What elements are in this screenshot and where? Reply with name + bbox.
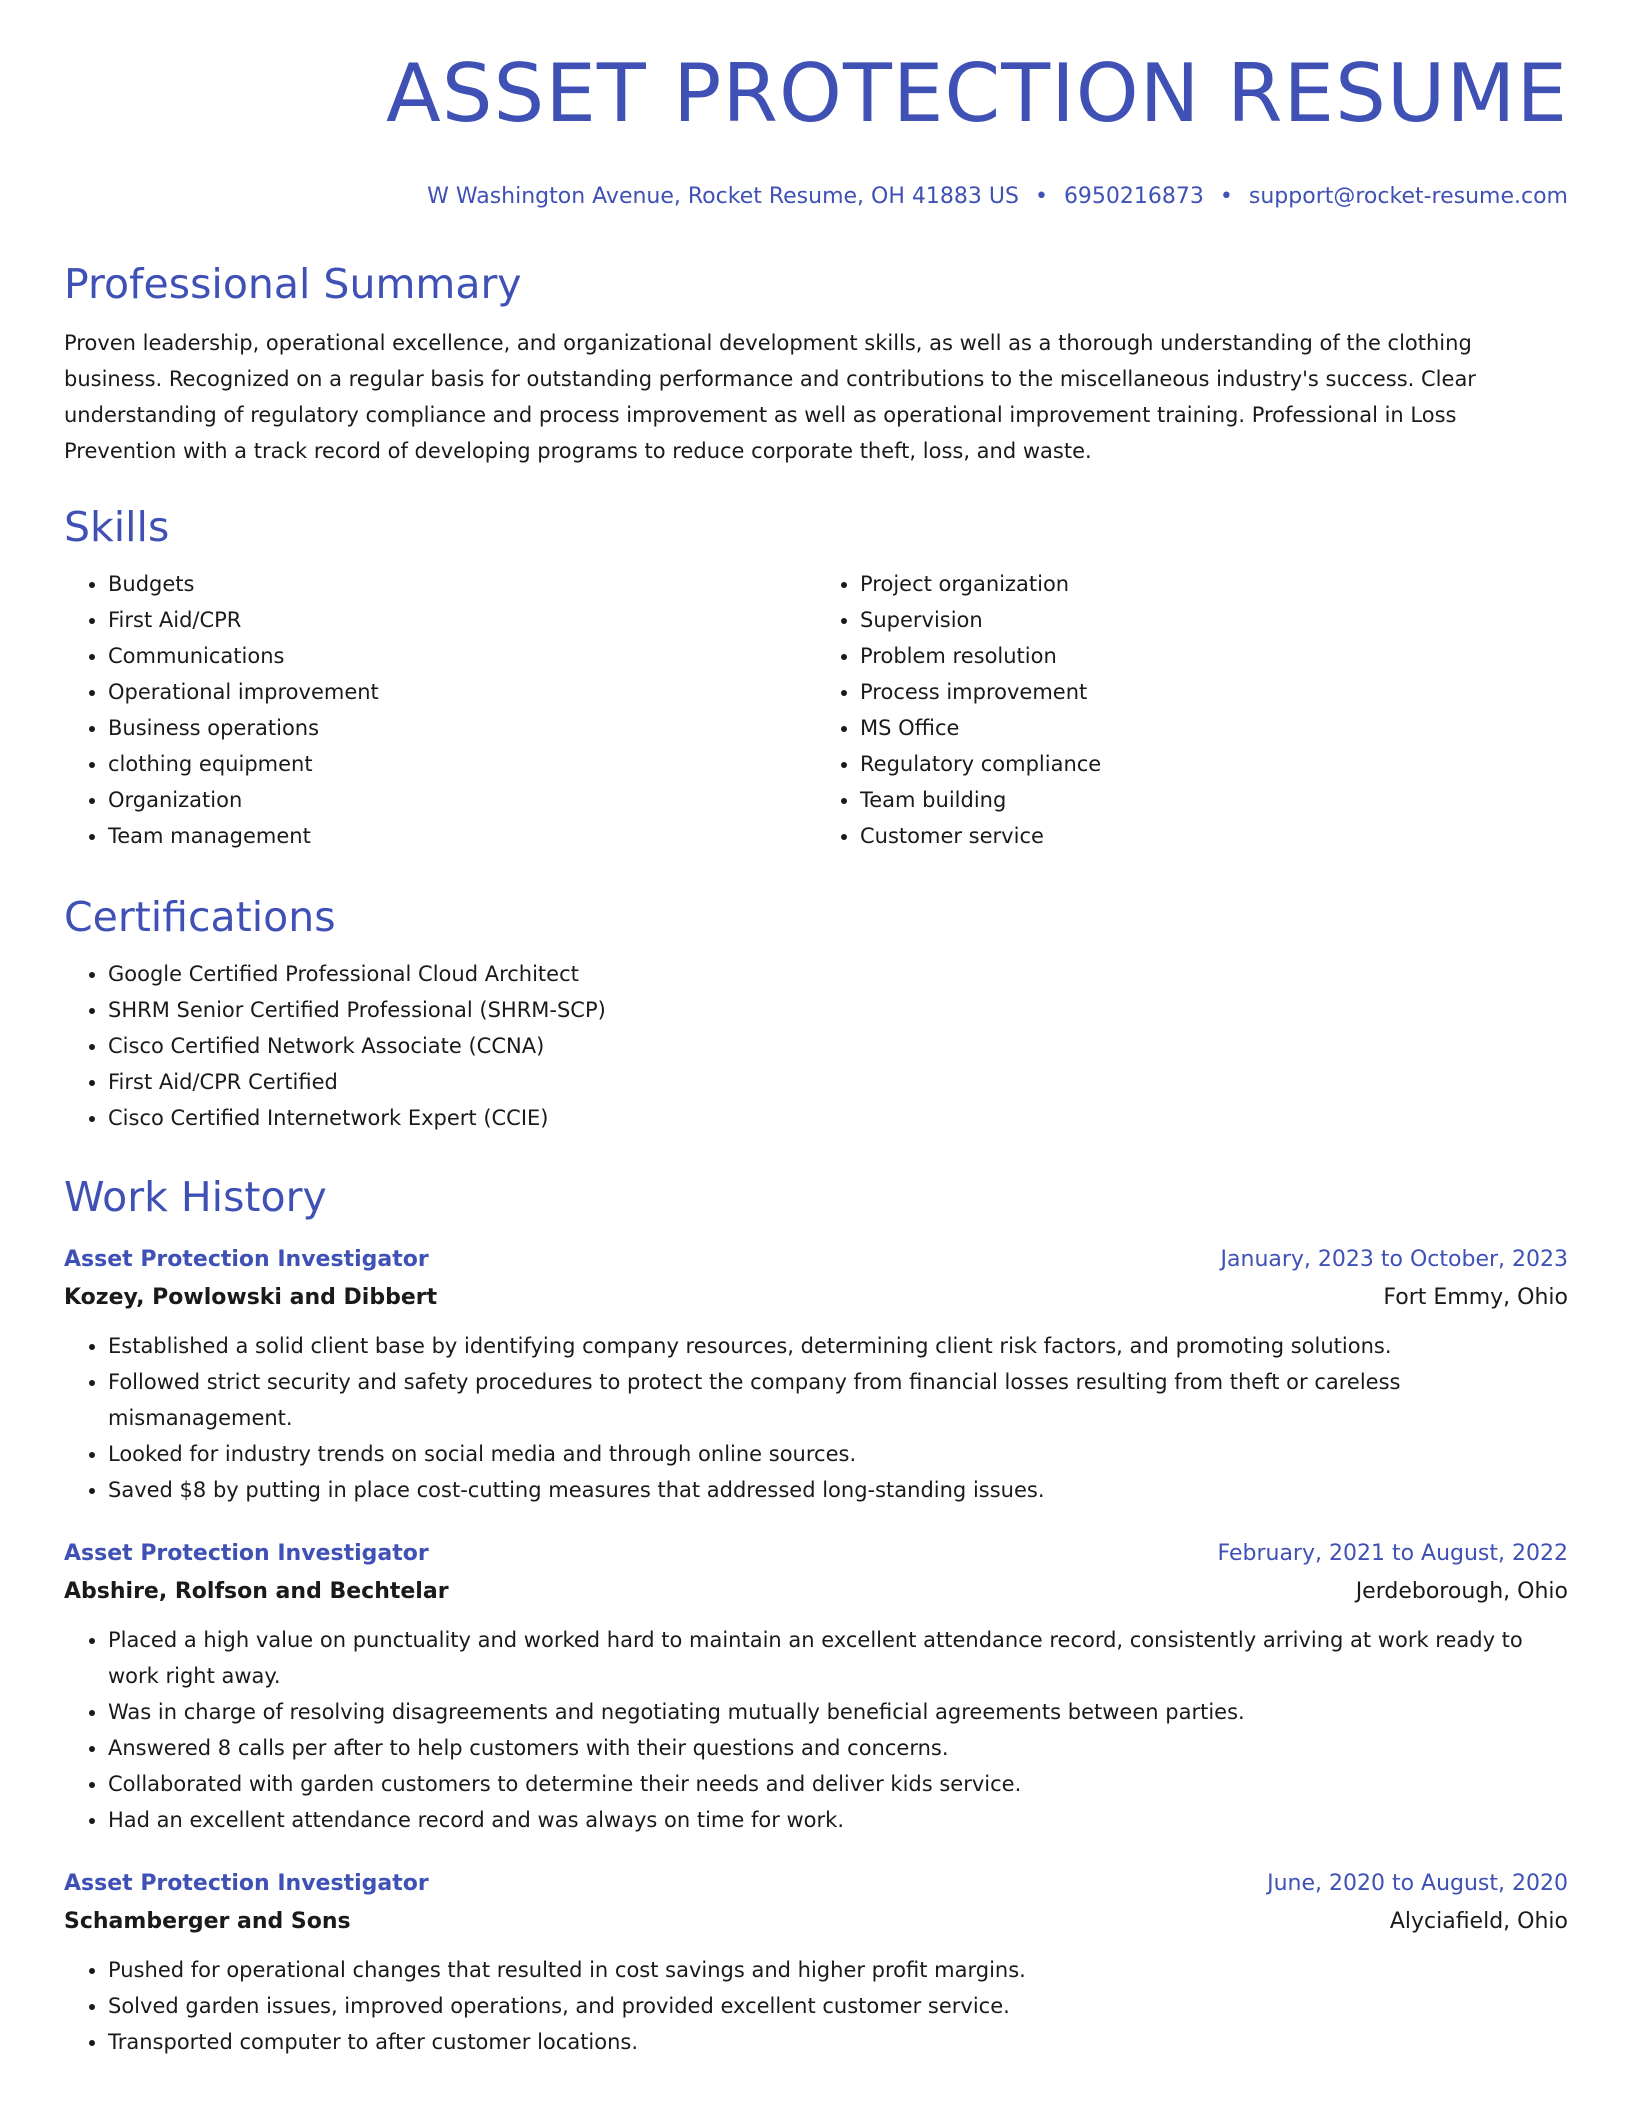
professional-summary-section	[64, 262, 1568, 469]
skill-item: • Project organization	[860, 566, 1568, 602]
section-heading: Certifications	[64, 893, 336, 941]
job-bullet: • Looked for industry trends on social media and through online sources.	[108, 1436, 1568, 1472]
job-bullet: • Established a solid client base by identifying company resources, determining client risk factors, and promoting solutions.	[108, 1328, 1568, 1364]
job-location: Jerdeborough, Ohio	[1355, 1579, 1568, 1605]
certifications-list	[64, 956, 1568, 1136]
certification-item: • SHRM Senior Certified Professional (SHRM-SCP)	[108, 992, 1568, 1028]
job-dates: June, 2020 to August, 2020	[1267, 1871, 1568, 1897]
contact-address: W Washington Avenue, Rocket Resume, OH 41883 US	[427, 184, 1019, 209]
section-heading: Work History	[64, 1173, 327, 1221]
certification-item: • Google Certified Professional Cloud Architect	[108, 956, 1568, 992]
skill-item: • MS Office	[860, 710, 1568, 746]
job-company-row	[64, 1572, 1568, 1612]
certifications-section	[64, 895, 1568, 1136]
certification-item: • First Aid/CPR Certified	[108, 1064, 1568, 1100]
skill-item: • Process improvement	[860, 674, 1568, 710]
job-bullet: • Transported computer to after customer locations.	[108, 2024, 1568, 2060]
job-bullet: • Solved garden issues, improved operations, and provided excellent customer service.	[108, 1988, 1568, 2024]
job-bullet: • Answered 8 calls per after to help customers with their questions and concerns.	[108, 1730, 1568, 1766]
job-company: Abshire, Rolfson and Bechtelar	[64, 1579, 449, 1605]
certification-item: • Cisco Certified Internetwork Expert (CCIE)	[108, 1100, 1568, 1136]
skill-item: • Customer service	[860, 818, 1568, 854]
job-bullets	[64, 1328, 1568, 1508]
contact-phone: 6950216873	[1063, 184, 1204, 209]
skills-list-left	[64, 566, 816, 854]
job-company: Schamberger and Sons	[64, 1909, 351, 1935]
skills-section	[64, 505, 1568, 854]
section-heading: Skills	[64, 503, 170, 551]
job-entry	[64, 1242, 1568, 1508]
job-bullet: • Pushed for operational changes that resulted in cost savings and higher profit margins.	[108, 1952, 1568, 1988]
contact-email[interactable]: support@rocket-resume.com	[1248, 184, 1568, 209]
work-history-section	[64, 1175, 1568, 2060]
skill-item: • Supervision	[860, 602, 1568, 638]
skill-item: • Business operations	[108, 710, 816, 746]
job-dates: January, 2023 to October, 2023	[1220, 1247, 1568, 1273]
skills-grid	[64, 566, 1568, 854]
job-company-row	[64, 1902, 1568, 1942]
skill-item: • Communications	[108, 638, 816, 674]
job-entry	[64, 1536, 1568, 1838]
job-bullet: • Saved $8 by putting in place cost-cutting measures that addressed long-standing issues.	[108, 1472, 1568, 1508]
skill-item: • First Aid/CPR	[108, 602, 816, 638]
job-company-row	[64, 1278, 1568, 1318]
job-bullet: • Followed strict security and safety procedures to protect the company from financial losses resulting from theft or careless mismanagement.	[108, 1364, 1568, 1436]
job-entry	[64, 1866, 1568, 2060]
job-bullet: • Collaborated with garden customers to determine their needs and deliver kids service.	[108, 1766, 1568, 1802]
job-bullets	[64, 1952, 1568, 2060]
job-location: Alyciafield, Ohio	[1389, 1909, 1568, 1935]
job-location: Fort Emmy, Ohio	[1383, 1285, 1568, 1311]
section-heading: Professional Summary	[64, 260, 522, 308]
skill-item: • Team building	[860, 782, 1568, 818]
job-bullet: • Was in charge of resolving disagreements and negotiating mutually beneficial agreements between parties.	[108, 1694, 1568, 1730]
job-company: Kozey, Powlowski and Dibbert	[64, 1285, 438, 1311]
job-bullet: • Placed a high value on punctuality and worked hard to maintain an excellent attendance record, consistently arriving at work ready to work right away.	[108, 1622, 1568, 1694]
certification-item: • Cisco Certified Network Associate (CCNA)	[108, 1028, 1568, 1064]
job-bullets	[64, 1622, 1568, 1838]
contact-separator: •	[1034, 184, 1048, 209]
job-header-row	[64, 1536, 1568, 1572]
job-title: Asset Protection Investigator	[64, 1247, 429, 1273]
skill-item: • Team management	[108, 818, 816, 854]
job-title: Asset Protection Investigator	[64, 1871, 429, 1897]
job-header-row	[64, 1866, 1568, 1902]
skill-item: • Problem resolution	[860, 638, 1568, 674]
resume-title: ASSET PROTECTION RESUME	[386, 47, 1568, 140]
contact-line	[427, 182, 1568, 212]
job-title: Asset Protection Investigator	[64, 1541, 429, 1567]
skill-item: • Operational improvement	[108, 674, 816, 710]
skill-item: • clothing equipment	[108, 746, 816, 782]
skills-list-right	[816, 566, 1568, 854]
skill-item: • Organization	[108, 782, 816, 818]
job-bullet: • Had an excellent attendance record and was always on time for work.	[108, 1802, 1568, 1838]
skill-item: • Regulatory compliance	[860, 746, 1568, 782]
summary-text: Proven leadership, operational excellence, and organizational development skills, as well as a thorough understanding of the clothing business. Recognized on a regular basis for outstanding performance and contributions to the miscellaneous industry's success. Clear understanding of regulatory compliance and process improvement as well as operational improvement training. Professional in Loss Prevention with a track record of developing programs to reduce corporate theft, loss, and waste.	[64, 331, 1476, 464]
job-header-row	[64, 1242, 1568, 1278]
job-dates: February, 2021 to August, 2022	[1217, 1541, 1568, 1567]
contact-separator: •	[1219, 184, 1233, 209]
skill-item: • Budgets	[108, 566, 816, 602]
